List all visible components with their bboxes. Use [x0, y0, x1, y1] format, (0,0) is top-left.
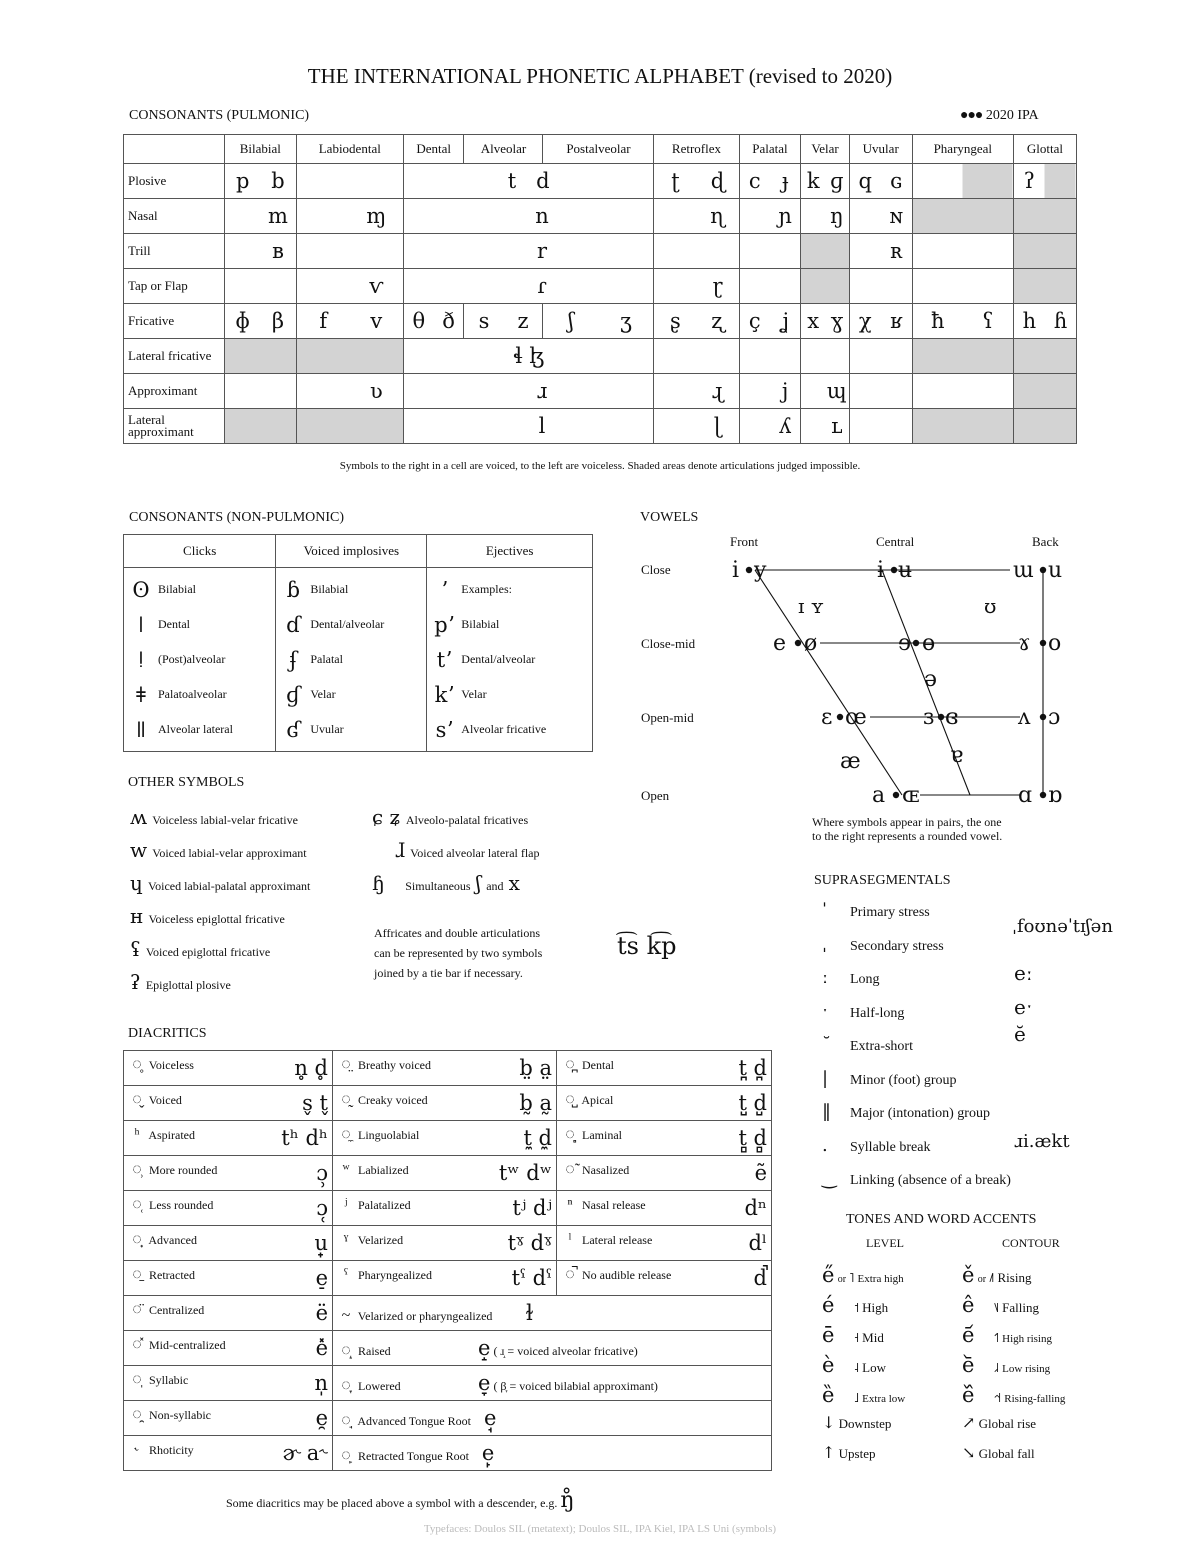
dia-cell: ◌̪ Dental t̪ d̪	[557, 1051, 772, 1086]
svg-text:i: i	[732, 558, 740, 583]
dia-row	[124, 1226, 772, 1261]
cell	[225, 339, 297, 374]
np-item: pʼ Bilabial	[434, 612, 500, 637]
row-tap	[124, 269, 1077, 304]
svg-text:ɪ ʏ: ɪ ʏ	[798, 594, 824, 618]
vowel-trapezoid	[720, 550, 1090, 810]
cell: ʙ	[225, 234, 297, 269]
vowel-openmid-label: Open-mid	[641, 710, 694, 725]
page-title: THE INTERNATIONAL PHONETIC ALPHABET (revised to 2020)	[307, 64, 893, 88]
cell	[225, 269, 297, 304]
row-label: Plosive	[124, 164, 225, 199]
cell: ɽ	[654, 269, 739, 304]
diacritics-table	[123, 1050, 772, 1471]
vowels-heading: VOWELS	[640, 510, 699, 525]
supra-item: ˘ Extra-short ĕ	[822, 1022, 1026, 1055]
row-fricative	[124, 304, 1077, 339]
other-list	[130, 805, 310, 1003]
dia-cell: ◌̽ Mid-centralized e̽	[124, 1331, 333, 1366]
supra-list	[822, 900, 1132, 1202]
cell: ɳ	[654, 199, 739, 234]
implosives-cell	[276, 568, 427, 752]
np-item: ǀ Dental	[137, 612, 190, 637]
dia-row	[124, 1296, 772, 1331]
col-palatal: Palatal	[739, 135, 801, 164]
col-velar: Velar	[801, 135, 849, 164]
cell	[849, 409, 912, 444]
cell: ɬ ɮ	[403, 339, 654, 374]
svg-text:ɞ: ɞ	[945, 705, 959, 730]
cell: r	[403, 234, 654, 269]
dia-row	[124, 1331, 772, 1366]
cell: ʀ	[849, 234, 912, 269]
cell: ʂ ʐ	[654, 304, 739, 339]
svg-text:ɤ: ɤ	[1018, 631, 1031, 656]
affricate-example: t͡s k͡p	[617, 932, 677, 960]
cell: t d	[403, 164, 654, 199]
svg-text:ʌ: ʌ	[1018, 705, 1031, 730]
cell: ɴ	[849, 199, 912, 234]
svg-text:ø: ø	[804, 631, 818, 656]
cell	[912, 269, 1013, 304]
tone-item: è ˨ Low	[822, 1353, 887, 1377]
dia-row	[124, 1086, 772, 1121]
dia-row	[124, 1121, 772, 1156]
cell	[1013, 409, 1076, 444]
tone-item: ȅ ˩ Extra low	[822, 1383, 906, 1407]
tone-item: ē ˧ Mid	[822, 1323, 884, 1347]
cell	[296, 234, 403, 269]
svg-text:ɒ: ɒ	[1048, 783, 1063, 808]
cell: ʟ	[801, 409, 849, 444]
corner-cell	[124, 135, 225, 164]
nonpulmonic-table	[123, 534, 593, 752]
col-glottal: Glottal	[1013, 135, 1076, 164]
col-alveolar: Alveolar	[464, 135, 543, 164]
dia-cell: ◌̞ Lowered e̞ ( β̞ = voiced bilabial approximant)	[333, 1366, 772, 1401]
svg-text:ɯ: ɯ	[1013, 558, 1034, 583]
dia-cell: ◌̟ Advanced u̟	[124, 1226, 333, 1261]
cell: l	[403, 409, 654, 444]
dia-cell: ◌̝ Raised e̝ ( ɹ̝ = voiced alveolar fricative)	[333, 1331, 772, 1366]
cell: f v	[296, 304, 403, 339]
tone-item: ↘ Global fall	[962, 1443, 1035, 1462]
pulmonic-header-row	[124, 135, 1077, 164]
cell: ʈ ɖ	[654, 164, 739, 199]
other-item: ʜ Voiceless epiglottal fricative	[130, 904, 285, 928]
cell: ɱ	[296, 199, 403, 234]
lateral-flap: ɺ Voiced alveolar lateral flap	[395, 838, 540, 862]
cell: ɰ	[801, 374, 849, 409]
tone-item: ↑ Upstep	[822, 1443, 876, 1462]
row-plosive	[124, 164, 1077, 199]
cell	[739, 269, 801, 304]
supra-item: . Syllable break ɹi.ækt	[822, 1130, 1070, 1156]
cell	[912, 164, 1013, 199]
diacritics-note: Some diacritics may be placed above a symbol with a descender, e.g. ŋ̊	[226, 1488, 575, 1513]
tones-contour-list	[962, 1263, 1092, 1473]
svg-text:ə: ə	[924, 667, 938, 692]
dia-cell: ◌̬ Voiced s̬ t̬	[124, 1086, 333, 1121]
dia-cell: ʰ Aspirated tʰ dʰ	[124, 1121, 333, 1156]
dia-cell: ~ Velarized or pharyngealized ɫ	[333, 1296, 772, 1331]
np-item: sʼ Alveolar fricative	[435, 717, 547, 742]
svg-text:o: o	[1048, 631, 1062, 656]
affricate-note: Affricates and double articulations can be represented by two symbols joined by a tie bar if necessary.	[374, 926, 543, 980]
col-labiodental: Labiodental	[296, 135, 403, 164]
dia-cell: ◌̃ Nasalized ẽ	[557, 1156, 772, 1191]
row-lateral-fricative	[124, 339, 1077, 374]
row-label: Fricative	[124, 304, 225, 339]
cell	[849, 269, 912, 304]
tone-item: ↗ Global rise	[962, 1413, 1037, 1432]
cell	[1013, 234, 1076, 269]
tone-item: e᷈ ˧˦˧ Rising-falling	[962, 1383, 1066, 1407]
clicks-cell	[124, 568, 276, 752]
svg-text:ɛ: ɛ	[821, 705, 833, 730]
supra-item: ˑ Half-long eˑ	[822, 994, 1033, 1022]
cell: p b	[225, 164, 297, 199]
cell: c ɟ	[739, 164, 801, 199]
svg-text:æ: æ	[840, 749, 861, 774]
row-label: Tap or Flap	[124, 269, 225, 304]
dia-cell: ˤ Pharyngealized tˤ dˤ	[333, 1261, 557, 1296]
np-item: tʼ Dental/alveolar	[436, 647, 536, 672]
cell: ŋ	[801, 199, 849, 234]
cell	[801, 234, 849, 269]
tone-item: é ˦ High	[822, 1293, 889, 1317]
cell: ɭ	[654, 409, 739, 444]
pulmonic-note: Symbols to the right in a cell are voiced, to the left are voiceless. Shaded areas denote articulations judged impossible.	[339, 460, 861, 472]
dia-cell: ◌̺ Apical t̺ d̺	[557, 1086, 772, 1121]
cell: ɹ	[403, 374, 654, 409]
cc-license-icon: ●●●	[960, 108, 983, 123]
supra-item: ˌ Secondary stress ˌfoʊnəˈtɪʃən	[822, 915, 1113, 955]
tones-contour-label: CONTOUR	[1002, 1236, 1060, 1250]
dia-row	[124, 1366, 772, 1401]
other-item: ʡ Epiglottal plosive	[130, 970, 231, 994]
dia-cell: ˞ Rhoticity ɚ a˞	[124, 1436, 333, 1471]
pulmonic-heading: CONSONANTS (PULMONIC)	[129, 108, 310, 123]
cell: k ɡ	[801, 164, 849, 199]
col-clicks: Clicks	[124, 535, 276, 568]
cell: h ɦ	[1013, 304, 1076, 339]
dia-row	[124, 1436, 772, 1471]
dia-cell: ⁿ Nasal release dⁿ	[557, 1191, 772, 1226]
other-heading: OTHER SYMBOLS	[128, 775, 245, 790]
dia-cell: ʷ Labialized tʷ dʷ	[333, 1156, 557, 1191]
row-label: Trill	[124, 234, 225, 269]
dia-row	[124, 1401, 772, 1436]
tone-item: ↓ Downstep	[822, 1413, 892, 1432]
cell: χ ʁ	[849, 304, 912, 339]
dia-cell: ◌̩ Syllabic n̩	[124, 1366, 333, 1401]
cell	[849, 374, 912, 409]
svg-text:y: y	[754, 558, 767, 583]
cell	[912, 199, 1013, 234]
cell	[296, 339, 403, 374]
vowel-front-label: Front	[730, 534, 759, 549]
other-item: w Voiced labial-velar approximant	[130, 838, 307, 862]
svg-text:a: a	[872, 783, 886, 808]
dia-cell: ◌̠ Retracted e̠	[124, 1261, 333, 1296]
dia-row	[124, 1051, 772, 1086]
dia-cell: ◌̯ Non-syllabic e̯	[124, 1401, 333, 1436]
svg-text:ɵ: ɵ	[922, 631, 936, 656]
np-item: kʼ Velar	[434, 682, 487, 707]
cell	[654, 234, 739, 269]
cell	[1013, 339, 1076, 374]
dia-row	[124, 1156, 772, 1191]
cell: q ɢ	[849, 164, 912, 199]
np-item: ǃ (Post)alveolar	[137, 647, 226, 672]
tones-heading: TONES AND WORD ACCENTS	[846, 1212, 1037, 1227]
svg-text:ɶ: ɶ	[902, 783, 920, 808]
supra-item: | Minor (foot) group	[822, 1067, 957, 1089]
dia-cell: ◌̹ More rounded ɔ̹	[124, 1156, 333, 1191]
svg-text:ʊ: ʊ	[984, 594, 997, 618]
vowel-close-label: Close	[641, 562, 671, 577]
cell	[1013, 374, 1076, 409]
supra-item: ˈ Primary stress	[822, 900, 930, 921]
row-label: Nasal	[124, 199, 225, 234]
col-bilabial: Bilabial	[225, 135, 297, 164]
cell	[225, 409, 297, 444]
dia-cell: ˡ Lateral release dˡ	[557, 1226, 772, 1261]
cell	[849, 339, 912, 374]
supra-heading: SUPRASEGMENTALS	[814, 873, 951, 888]
cell: ʎ	[739, 409, 801, 444]
np-item: ǁ Alveolar lateral	[135, 717, 233, 742]
row-label: Lateral approximant	[124, 409, 225, 444]
cell	[801, 269, 849, 304]
cell: ɲ	[739, 199, 801, 234]
col-dental: Dental	[403, 135, 464, 164]
vowel-back-label: Back	[1032, 534, 1059, 549]
cell: ɾ	[403, 269, 654, 304]
cell	[912, 339, 1013, 374]
dia-cell: ◌̚ No audible release d̚	[557, 1261, 772, 1296]
cell	[739, 339, 801, 374]
np-item: ɓ Bilabial	[286, 577, 349, 602]
diacritics-heading: DIACRITICS	[128, 1026, 207, 1041]
row-label: Approximant	[124, 374, 225, 409]
dia-cell: ◌̜ Less rounded ɔ̜	[124, 1191, 333, 1226]
tone-item: e᷅ ˩˨ Low rising	[962, 1353, 1051, 1377]
other-item: ɥ Voiced labial-palatal approximant	[130, 871, 311, 895]
dia-cell: ◌̰ Creaky voiced b̰ a̰	[333, 1086, 557, 1121]
dia-cell: ◌̥ Voiceless n̥ d̥	[124, 1051, 333, 1086]
np-item: ʘ Bilabial	[132, 577, 196, 602]
dia-cell: ◌̼ Linguolabial t̼ d̼	[333, 1121, 557, 1156]
cell	[654, 339, 739, 374]
dia-row	[124, 1191, 772, 1226]
vowel-closemid-label: Close-mid	[641, 636, 696, 651]
vowel-note: Where symbols appear in pairs, the one to the right represents a rounded vowel.	[812, 815, 1003, 843]
col-implosives: Voiced implosives	[276, 535, 427, 568]
other-item: ʢ Voiced epiglottal fricative	[130, 937, 271, 961]
tone-item: e᷄ ˦˥ High rising	[962, 1323, 1052, 1347]
simultaneous: ɧ Simultaneous ʃ and x	[372, 871, 520, 895]
ejectives-cell	[427, 568, 593, 752]
supra-item: ‖ Major (intonation) group	[822, 1101, 990, 1122]
col-uvular: Uvular	[849, 135, 912, 164]
col-postalveolar: Postalveolar	[543, 135, 654, 164]
cell: x ɣ	[801, 304, 849, 339]
dia-cell: ˠ Velarized tˠ dˠ	[333, 1226, 557, 1261]
cell	[801, 339, 849, 374]
alveolo-palatal: ɕ ʑ Alveolo-palatal fricatives	[372, 805, 529, 829]
svg-text:ʉ: ʉ	[898, 558, 913, 583]
np-item: ʄ Palatal	[289, 647, 343, 672]
supra-item: ‿ Linking (absence of a break)	[822, 1168, 1011, 1189]
tone-item: e̋ or ˥ Extra high	[822, 1263, 904, 1287]
tone-item: ê ˥˩ Falling	[962, 1293, 1040, 1317]
svg-text:ɔ: ɔ	[1048, 705, 1061, 730]
cell: ɻ	[654, 374, 739, 409]
footer-typefaces: Typefaces: Doulos SIL (metatext); Doulos SIL, IPA Kiel, IPA LS Uni (symbols)	[423, 1523, 777, 1535]
cell: θ ð	[403, 304, 464, 339]
nonpulmonic-heading: CONSONANTS (NON-PULMONIC)	[129, 510, 345, 525]
license-badge	[960, 108, 1039, 124]
cell: ʋ	[296, 374, 403, 409]
other-item: ʍ Voiceless labial-velar fricative	[130, 805, 298, 829]
cell	[912, 374, 1013, 409]
cell: ħ ʕ	[912, 304, 1013, 339]
dia-cell: ◌̘ Advanced Tongue Root e̘	[333, 1401, 772, 1436]
svg-text:ɐ: ɐ	[950, 743, 964, 768]
cell: n	[403, 199, 654, 234]
vowel-central-label: Central	[876, 534, 915, 549]
dia-cell: ◌̈ Centralized ë	[124, 1296, 333, 1331]
svg-text:e: e	[773, 631, 787, 656]
col-pharyngeal: Pharyngeal	[912, 135, 1013, 164]
np-item: ʼ Examples:	[440, 577, 512, 602]
cell: ɸ β	[225, 304, 297, 339]
supra-item: ː Long eː	[822, 961, 1033, 988]
row-lateral-approximant	[124, 409, 1077, 444]
cell: m	[225, 199, 297, 234]
dia-cell: ◌̙ Retracted Tongue Root e̙	[333, 1436, 772, 1471]
cell: ʔ	[1013, 164, 1076, 199]
cell	[296, 409, 403, 444]
cell	[225, 374, 297, 409]
dia-cell: ◌̤ Breathy voiced b̤ a̤	[333, 1051, 557, 1086]
cell: ʃ ʒ	[543, 304, 654, 339]
col-retroflex: Retroflex	[654, 135, 739, 164]
dia-cell: ʲ Palatalized tʲ dʲ	[333, 1191, 557, 1226]
pulmonic-table	[123, 134, 1077, 444]
dia-cell: ◌̻ Laminal t̻ d̻	[557, 1121, 772, 1156]
np-item: ɠ Velar	[286, 682, 336, 707]
license-text: 2020 IPA	[985, 108, 1039, 123]
np-item: ǂ Palatoalveolar	[136, 682, 227, 707]
svg-text:ɜ: ɜ	[923, 705, 935, 730]
svg-text:œ: œ	[845, 705, 867, 730]
svg-text:ɨ: ɨ	[877, 558, 885, 583]
np-item: ɗ Dental/alveolar	[286, 612, 385, 637]
dia-row	[124, 1261, 772, 1296]
row-approximant	[124, 374, 1077, 409]
np-item: ʛ Uvular	[286, 717, 344, 742]
cell	[1013, 269, 1076, 304]
cell	[912, 409, 1013, 444]
cell: j	[739, 374, 801, 409]
svg-text:ɑ: ɑ	[1018, 783, 1033, 808]
cell	[912, 234, 1013, 269]
row-nasal	[124, 199, 1077, 234]
svg-text:u: u	[1048, 558, 1063, 583]
cell: ç ʝ	[739, 304, 801, 339]
row-label: Lateral fricative	[124, 339, 225, 374]
tones-level-label: LEVEL	[866, 1236, 904, 1250]
row-trill	[124, 234, 1077, 269]
cell: s z	[464, 304, 543, 339]
cell	[739, 234, 801, 269]
cell: ⱱ	[296, 269, 403, 304]
tone-item: ě or ˩˥ Rising	[962, 1263, 1032, 1287]
tones-level-list	[822, 1263, 952, 1473]
vowel-open-label: Open	[641, 788, 670, 803]
svg-text:ɘ: ɘ	[898, 631, 912, 656]
col-ejectives: Ejectives	[427, 535, 593, 568]
cell	[1013, 199, 1076, 234]
cell	[296, 164, 403, 199]
